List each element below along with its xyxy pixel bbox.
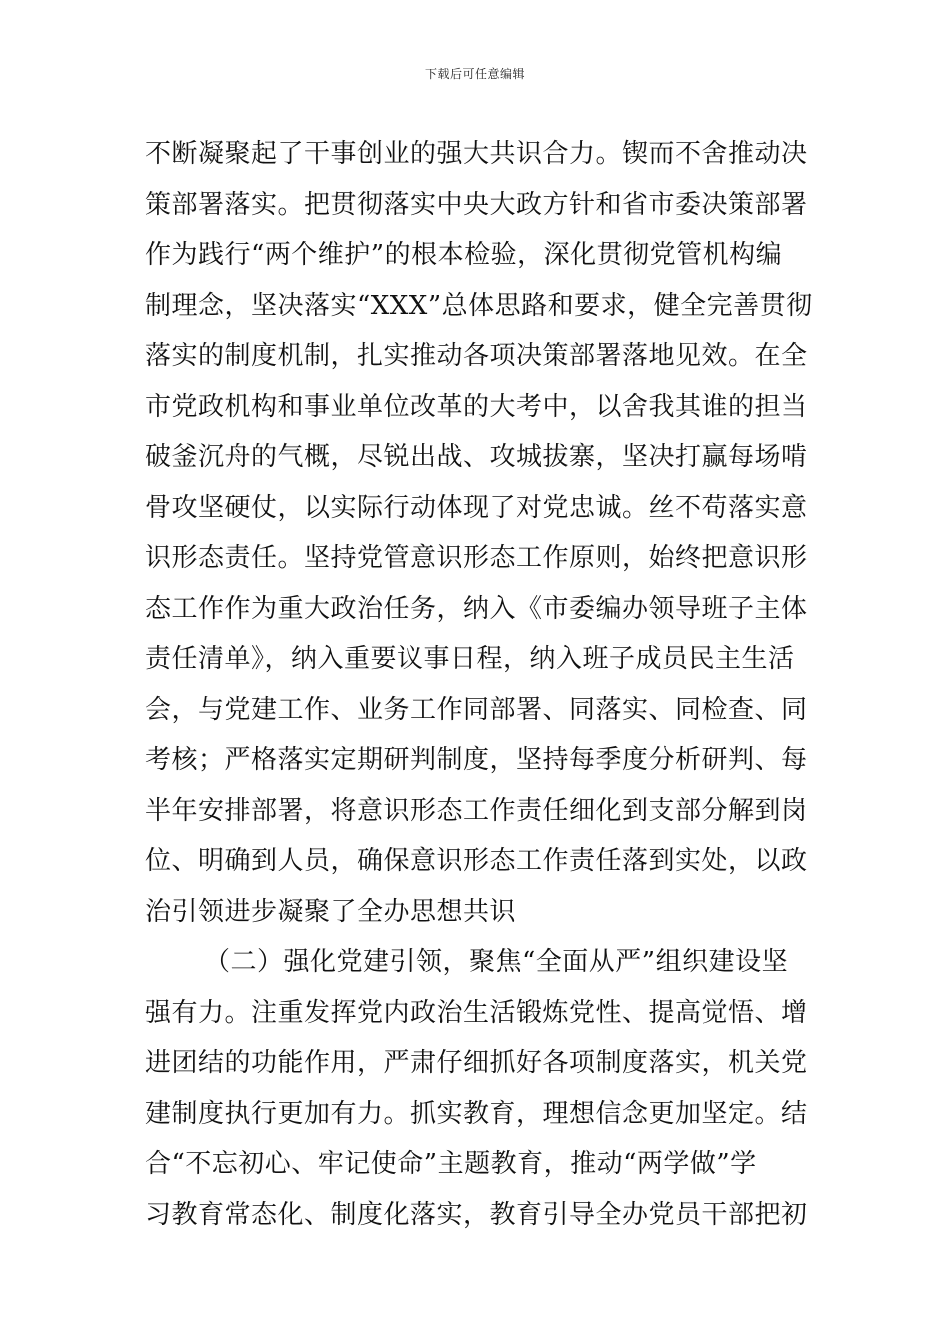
text-line: 建制度执行更加有力。抓实教育，理想信念更加坚定。结 <box>145 1098 808 1129</box>
text-line: 识形态责任。坚持党管意识形态工作原则，始终把意识形 <box>145 543 808 573</box>
text-line: 作为践行“两个维护”的根本检验，深化贯彻党管机构编 <box>145 240 783 270</box>
text-line: 强有力。注重发挥党内政治生活锻炼党性、提高觉悟、增 <box>145 997 808 1028</box>
text-line: 位、明确到人员，确保意识形态工作责任落到实处，以政 <box>145 846 808 876</box>
text-line: 态工作作为重大政治任务，纳入《市委编办领导班子主体 <box>145 593 808 624</box>
text-line: 不断凝聚起了干事创业的强大共识合力。锲而不舍推动决 <box>145 139 808 169</box>
text-line: 习教育常态化、制度化落实，教育引导全办党员干部把初 <box>145 1199 808 1230</box>
text-line: 半年安排部署，将意识形态工作责任细化到支部分解到岗 <box>145 795 808 826</box>
text-line: 落实的制度机制，扎实推动各项决策部署落地见效。在全 <box>145 341 808 371</box>
text-line: 治引领进步凝聚了全办思想共识 <box>145 896 517 927</box>
text-line: 市党政机构和事业单位改革的大考中，以舍我其谁的担当 <box>145 391 808 422</box>
text-line: 制理念，坚决落实“XXX”总体思路和要求，健全完善贯彻 <box>145 290 813 321</box>
text-line: 会，与党建工作、业务工作同部署、同落实、同检查、同 <box>145 694 808 725</box>
text-line: 骨攻坚硬仗，以实际行动体现了对党忠诚。丝不苟落实意 <box>145 492 808 523</box>
text-line: 策部署落实。把贯彻落实中央大政方针和省市委决策部署 <box>145 189 808 220</box>
text-line: 进团结的功能作用，严肃仔细抓好各项制度落实，机关党 <box>145 1048 808 1078</box>
text-line: 合“不忘初心、牢记使命”主题教育，推动“两学做”学 <box>145 1149 757 1179</box>
page-header: 下载后可任意编辑 <box>424 67 525 81</box>
section-heading-line: （二）强化党建引领，聚焦“全面从严”组织建设坚 <box>204 947 789 977</box>
text-line: 破釜沉舟的气概，尽锐出战、攻城拔寨，坚决打赢每场啃 <box>145 442 808 472</box>
body-text <box>145 129 815 1240</box>
text-line: 考核；严格落实定期研判制度，坚持每季度分析研判、每 <box>145 745 808 775</box>
text-line: 责任清单》，纳入重要议事日程，纳入班子成员民主生活 <box>145 644 795 674</box>
